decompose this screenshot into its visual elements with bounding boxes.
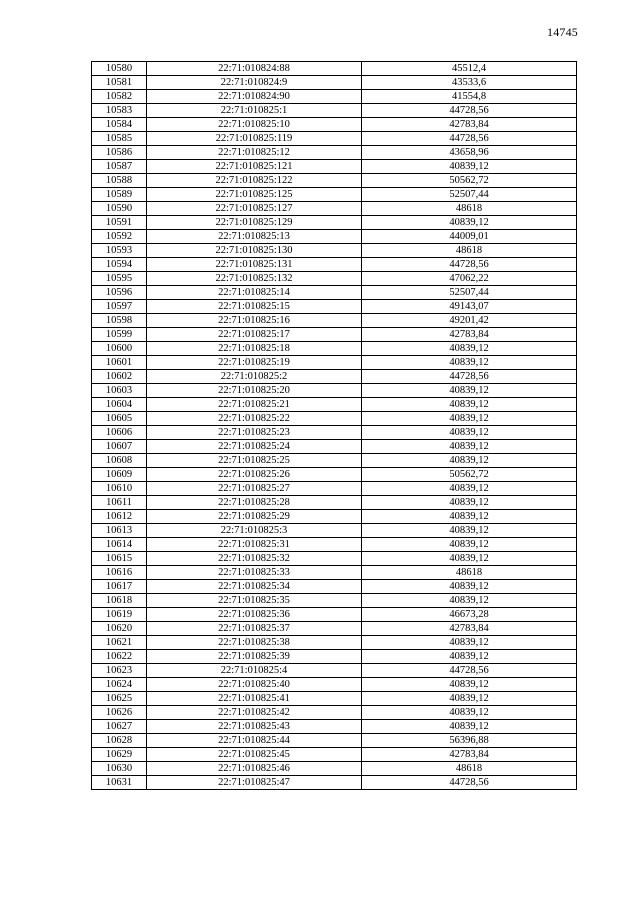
value-cell: 40839,12	[362, 398, 577, 412]
table-row	[92, 258, 577, 272]
row-number-cell: 10603	[92, 384, 147, 398]
cadastral-number-cell: 22:71:010825:43	[147, 720, 362, 734]
row-number-cell: 10596	[92, 286, 147, 300]
value-cell: 40839,12	[362, 636, 577, 650]
row-number-cell: 10588	[92, 174, 147, 188]
registry-table-body	[92, 62, 577, 790]
cadastral-number-cell: 22:71:010825:122	[147, 174, 362, 188]
value-cell: 41554,8	[362, 90, 577, 104]
cadastral-number-cell: 22:71:010825:34	[147, 580, 362, 594]
value-cell: 49201,42	[362, 314, 577, 328]
value-cell: 42783,84	[362, 622, 577, 636]
cadastral-number-cell: 22:71:010825:15	[147, 300, 362, 314]
table-row	[92, 104, 577, 118]
cadastral-number-cell: 22:71:010825:20	[147, 384, 362, 398]
cadastral-number-cell: 22:71:010825:10	[147, 118, 362, 132]
value-cell: 42783,84	[362, 328, 577, 342]
value-cell: 42783,84	[362, 748, 577, 762]
cadastral-number-cell: 22:71:010825:17	[147, 328, 362, 342]
value-cell: 45512,4	[362, 62, 577, 76]
table-row	[92, 524, 577, 538]
row-number-cell: 10622	[92, 650, 147, 664]
value-cell: 43658,96	[362, 146, 577, 160]
table-row	[92, 734, 577, 748]
value-cell: 44728,56	[362, 664, 577, 678]
row-number-cell: 10613	[92, 524, 147, 538]
table-row	[92, 412, 577, 426]
cadastral-number-cell: 22:71:010825:3	[147, 524, 362, 538]
table-row	[92, 230, 577, 244]
row-number-cell: 10595	[92, 272, 147, 286]
value-cell: 40839,12	[362, 356, 577, 370]
row-number-cell: 10621	[92, 636, 147, 650]
table-row	[92, 328, 577, 342]
table-row	[92, 594, 577, 608]
cadastral-number-cell: 22:71:010825:45	[147, 748, 362, 762]
table-row	[92, 118, 577, 132]
value-cell: 40839,12	[362, 342, 577, 356]
row-number-cell: 10580	[92, 62, 147, 76]
value-cell: 40839,12	[362, 160, 577, 174]
cadastral-number-cell: 22:71:010825:46	[147, 762, 362, 776]
row-number-cell: 10607	[92, 440, 147, 454]
row-number-cell: 10583	[92, 104, 147, 118]
row-number-cell: 10582	[92, 90, 147, 104]
row-number-cell: 10604	[92, 398, 147, 412]
row-number-cell: 10594	[92, 258, 147, 272]
cadastral-number-cell: 22:71:010825:40	[147, 678, 362, 692]
row-number-cell: 10620	[92, 622, 147, 636]
table-row	[92, 272, 577, 286]
value-cell: 49143,07	[362, 300, 577, 314]
cadastral-number-cell: 22:71:010825:22	[147, 412, 362, 426]
row-number-cell: 10624	[92, 678, 147, 692]
table-row	[92, 370, 577, 384]
cadastral-number-cell: 22:71:010825:24	[147, 440, 362, 454]
table-row	[92, 62, 577, 76]
value-cell: 52507,44	[362, 286, 577, 300]
cadastral-number-cell: 22:71:010825:27	[147, 482, 362, 496]
cadastral-number-cell: 22:71:010825:119	[147, 132, 362, 146]
value-cell: 40839,12	[362, 510, 577, 524]
value-cell: 40839,12	[362, 454, 577, 468]
table-row	[92, 664, 577, 678]
row-number-cell: 10629	[92, 748, 147, 762]
table-row	[92, 622, 577, 636]
row-number-cell: 10585	[92, 132, 147, 146]
table-row	[92, 286, 577, 300]
value-cell: 40839,12	[362, 706, 577, 720]
table-row	[92, 762, 577, 776]
value-cell: 40839,12	[362, 692, 577, 706]
cadastral-number-cell: 22:71:010825:29	[147, 510, 362, 524]
cadastral-number-cell: 22:71:010825:132	[147, 272, 362, 286]
table-row	[92, 90, 577, 104]
row-number-cell: 10593	[92, 244, 147, 258]
row-number-cell: 10619	[92, 608, 147, 622]
table-row	[92, 566, 577, 580]
table-row	[92, 552, 577, 566]
table-row	[92, 720, 577, 734]
cadastral-number-cell: 22:71:010824:90	[147, 90, 362, 104]
cadastral-number-cell: 22:71:010825:42	[147, 706, 362, 720]
row-number-cell: 10605	[92, 412, 147, 426]
value-cell: 44728,56	[362, 258, 577, 272]
row-number-cell: 10623	[92, 664, 147, 678]
value-cell: 40839,12	[362, 580, 577, 594]
table-row	[92, 244, 577, 258]
table-row	[92, 440, 577, 454]
table-row	[92, 608, 577, 622]
cadastral-number-cell: 22:71:010825:26	[147, 468, 362, 482]
row-number-cell: 10618	[92, 594, 147, 608]
cadastral-number-cell: 22:71:010825:44	[147, 734, 362, 748]
cadastral-number-cell: 22:71:010825:25	[147, 454, 362, 468]
row-number-cell: 10597	[92, 300, 147, 314]
cadastral-number-cell: 22:71:010825:2	[147, 370, 362, 384]
value-cell: 40839,12	[362, 384, 577, 398]
value-cell: 48618	[362, 762, 577, 776]
table-row	[92, 146, 577, 160]
table-row	[92, 300, 577, 314]
cadastral-number-cell: 22:71:010825:129	[147, 216, 362, 230]
table-row	[92, 636, 577, 650]
row-number-cell: 10602	[92, 370, 147, 384]
row-number-cell: 10630	[92, 762, 147, 776]
cadastral-number-cell: 22:71:010825:36	[147, 608, 362, 622]
row-number-cell: 10590	[92, 202, 147, 216]
value-cell: 40839,12	[362, 678, 577, 692]
cadastral-number-cell: 22:71:010825:127	[147, 202, 362, 216]
table-row	[92, 174, 577, 188]
row-number-cell: 10625	[92, 692, 147, 706]
value-cell: 48618	[362, 566, 577, 580]
table-row	[92, 384, 577, 398]
value-cell: 43533,6	[362, 76, 577, 90]
table-row	[92, 496, 577, 510]
table-row	[92, 342, 577, 356]
row-number-cell: 10612	[92, 510, 147, 524]
value-cell: 44728,56	[362, 104, 577, 118]
table-row	[92, 692, 577, 706]
cadastral-number-cell: 22:71:010825:125	[147, 188, 362, 202]
table-row	[92, 216, 577, 230]
cadastral-number-cell: 22:71:010825:47	[147, 776, 362, 790]
row-number-cell: 10584	[92, 118, 147, 132]
value-cell: 42783,84	[362, 118, 577, 132]
table-row	[92, 426, 577, 440]
value-cell: 40839,12	[362, 216, 577, 230]
table-row	[92, 356, 577, 370]
row-number-cell: 10631	[92, 776, 147, 790]
table-row	[92, 132, 577, 146]
value-cell: 50562,72	[362, 468, 577, 482]
row-number-cell: 10626	[92, 706, 147, 720]
cadastral-number-cell: 22:71:010825:121	[147, 160, 362, 174]
value-cell: 40839,12	[362, 524, 577, 538]
table-row	[92, 202, 577, 216]
row-number-cell: 10614	[92, 538, 147, 552]
row-number-cell: 10591	[92, 216, 147, 230]
table-row	[92, 468, 577, 482]
value-cell: 46673,28	[362, 608, 577, 622]
table-row	[92, 776, 577, 790]
cadastral-number-cell: 22:71:010825:39	[147, 650, 362, 664]
row-number-cell: 10601	[92, 356, 147, 370]
cadastral-number-cell: 22:71:010825:14	[147, 286, 362, 300]
row-number-cell: 10598	[92, 314, 147, 328]
value-cell: 48618	[362, 244, 577, 258]
row-number-cell: 10611	[92, 496, 147, 510]
value-cell: 40839,12	[362, 538, 577, 552]
table-row	[92, 398, 577, 412]
row-number-cell: 10608	[92, 454, 147, 468]
value-cell: 40839,12	[362, 482, 577, 496]
cadastral-number-cell: 22:71:010825:23	[147, 426, 362, 440]
cadastral-number-cell: 22:71:010825:38	[147, 636, 362, 650]
value-cell: 44728,56	[362, 370, 577, 384]
value-cell: 47062,22	[362, 272, 577, 286]
row-number-cell: 10599	[92, 328, 147, 342]
cadastral-number-cell: 22:71:010825:37	[147, 622, 362, 636]
row-number-cell: 10609	[92, 468, 147, 482]
row-number-cell: 10610	[92, 482, 147, 496]
table-row	[92, 76, 577, 90]
value-cell: 40839,12	[362, 650, 577, 664]
cadastral-number-cell: 22:71:010825:130	[147, 244, 362, 258]
cadastral-number-cell: 22:71:010825:33	[147, 566, 362, 580]
cadastral-number-cell: 22:71:010825:1	[147, 104, 362, 118]
row-number-cell: 10592	[92, 230, 147, 244]
cadastral-number-cell: 22:71:010824:9	[147, 76, 362, 90]
table-row	[92, 580, 577, 594]
table-row	[92, 454, 577, 468]
value-cell: 40839,12	[362, 426, 577, 440]
value-cell: 40839,12	[362, 720, 577, 734]
cadastral-number-cell: 22:71:010825:41	[147, 692, 362, 706]
value-cell: 44009,01	[362, 230, 577, 244]
table-row	[92, 678, 577, 692]
cadastral-number-cell: 22:71:010825:32	[147, 552, 362, 566]
table-row	[92, 314, 577, 328]
cadastral-number-cell: 22:71:010825:12	[147, 146, 362, 160]
row-number-cell: 10600	[92, 342, 147, 356]
table-row	[92, 188, 577, 202]
cadastral-number-cell: 22:71:010825:4	[147, 664, 362, 678]
value-cell: 40839,12	[362, 496, 577, 510]
table-row	[92, 706, 577, 720]
page-number: 14745	[547, 25, 578, 39]
cadastral-number-cell: 22:71:010825:18	[147, 342, 362, 356]
row-number-cell: 10586	[92, 146, 147, 160]
table-row	[92, 510, 577, 524]
value-cell: 44728,56	[362, 132, 577, 146]
registry-table	[91, 61, 577, 790]
value-cell: 48618	[362, 202, 577, 216]
cadastral-number-cell: 22:71:010825:31	[147, 538, 362, 552]
row-number-cell: 10628	[92, 734, 147, 748]
value-cell: 40839,12	[362, 440, 577, 454]
row-number-cell: 10617	[92, 580, 147, 594]
value-cell: 40839,12	[362, 552, 577, 566]
cadastral-number-cell: 22:71:010824:88	[147, 62, 362, 76]
table-row	[92, 482, 577, 496]
row-number-cell: 10615	[92, 552, 147, 566]
value-cell: 50562,72	[362, 174, 577, 188]
cadastral-number-cell: 22:71:010825:21	[147, 398, 362, 412]
value-cell: 40839,12	[362, 594, 577, 608]
cadastral-number-cell: 22:71:010825:28	[147, 496, 362, 510]
table-row	[92, 748, 577, 762]
value-cell: 44728,56	[362, 776, 577, 790]
table-row	[92, 538, 577, 552]
cadastral-number-cell: 22:71:010825:16	[147, 314, 362, 328]
cadastral-number-cell: 22:71:010825:35	[147, 594, 362, 608]
cadastral-number-cell: 22:71:010825:131	[147, 258, 362, 272]
value-cell: 40839,12	[362, 412, 577, 426]
cadastral-number-cell: 22:71:010825:19	[147, 356, 362, 370]
row-number-cell: 10627	[92, 720, 147, 734]
row-number-cell: 10589	[92, 188, 147, 202]
table-row	[92, 160, 577, 174]
value-cell: 56396,88	[362, 734, 577, 748]
row-number-cell: 10616	[92, 566, 147, 580]
row-number-cell: 10581	[92, 76, 147, 90]
table-row	[92, 650, 577, 664]
cadastral-number-cell: 22:71:010825:13	[147, 230, 362, 244]
value-cell: 52507,44	[362, 188, 577, 202]
row-number-cell: 10587	[92, 160, 147, 174]
row-number-cell: 10606	[92, 426, 147, 440]
